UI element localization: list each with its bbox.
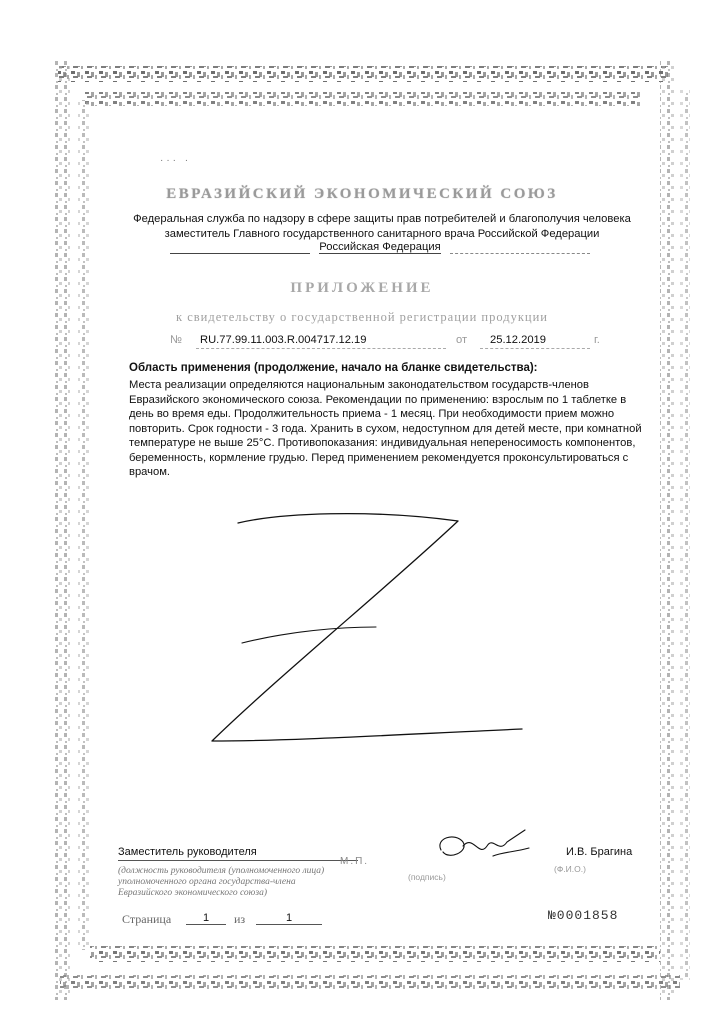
date-underline (480, 348, 590, 349)
scope-text: Места реализации определяются национальным законодательством государств-членов Евразийского экономического союза. Рекомендации по применению: взрослым по 1 таблетке в день во время еды. Продолжительность приема - 1 месяц. При необходимости прием можно повторить. Срок годности - 3 года. Хранить в сухом, недоступном для детей месте, при комнатной температуре не выше 25°С. Противопоказания: индивидуальная непереносимость компонентов, беременность, кормление грудью. Перед применением рекомендуется проконсультироваться с врачом. (129, 379, 642, 478)
serial-number: №0001858 (548, 908, 619, 923)
page-of-label: из (234, 912, 246, 926)
header-marks: ··· · (160, 155, 192, 166)
from-label: от (456, 334, 468, 346)
registration-date: 25.12.2019 (490, 334, 546, 346)
page-total: 1 (256, 912, 322, 925)
registration-row (170, 334, 610, 350)
union-title: ЕВРАЗИЙСКИЙ ЭКОНОМИЧЕСКИЙ СОЮЗ (166, 186, 558, 202)
underline-left (170, 253, 310, 254)
annex-title: ПРИЛОЖЕНИЕ (290, 280, 434, 296)
z-line-signature (190, 495, 550, 765)
signer-name: И.В. Брагина (566, 846, 633, 858)
page-current: 1 (186, 912, 226, 925)
reg-no-label: № (170, 334, 183, 346)
page-label: Страница (122, 912, 172, 926)
issuing-agency (112, 212, 652, 242)
year-suffix: г. (594, 334, 600, 346)
number-underline (196, 348, 446, 349)
annex-subtitle: к свидетельству о государственной регистрации продукции (176, 310, 548, 324)
signature-caption: (подпись) (408, 872, 446, 882)
agency-line-2: заместитель Главного государственного санитарного врача Российской Федерации (164, 228, 600, 240)
stamp-mark: М.П. (340, 856, 370, 867)
scope-heading: Область применения (продолжение, начало на бланке свидетельства): (129, 362, 538, 374)
underline-right (450, 253, 590, 254)
signer-caption: (должность руководителя (уполномоченного лица) уполномоченного органа государства-члена Евразийского экономического союза) (118, 866, 325, 898)
handwritten-signature (433, 828, 533, 868)
role-underline (118, 860, 358, 861)
agency-line-3: Российская Федерация (319, 241, 441, 253)
registration-number: RU.77.99.11.003.R.004717.12.19 (200, 334, 367, 346)
agency-line-1: Федеральная служба по надзору в сфере защиты прав потребителей и благополучия человека (133, 213, 631, 225)
country-row (170, 241, 590, 255)
fio-caption: (Ф.И.О.) (554, 864, 586, 874)
signer-role: Заместитель руководителя (118, 846, 257, 858)
